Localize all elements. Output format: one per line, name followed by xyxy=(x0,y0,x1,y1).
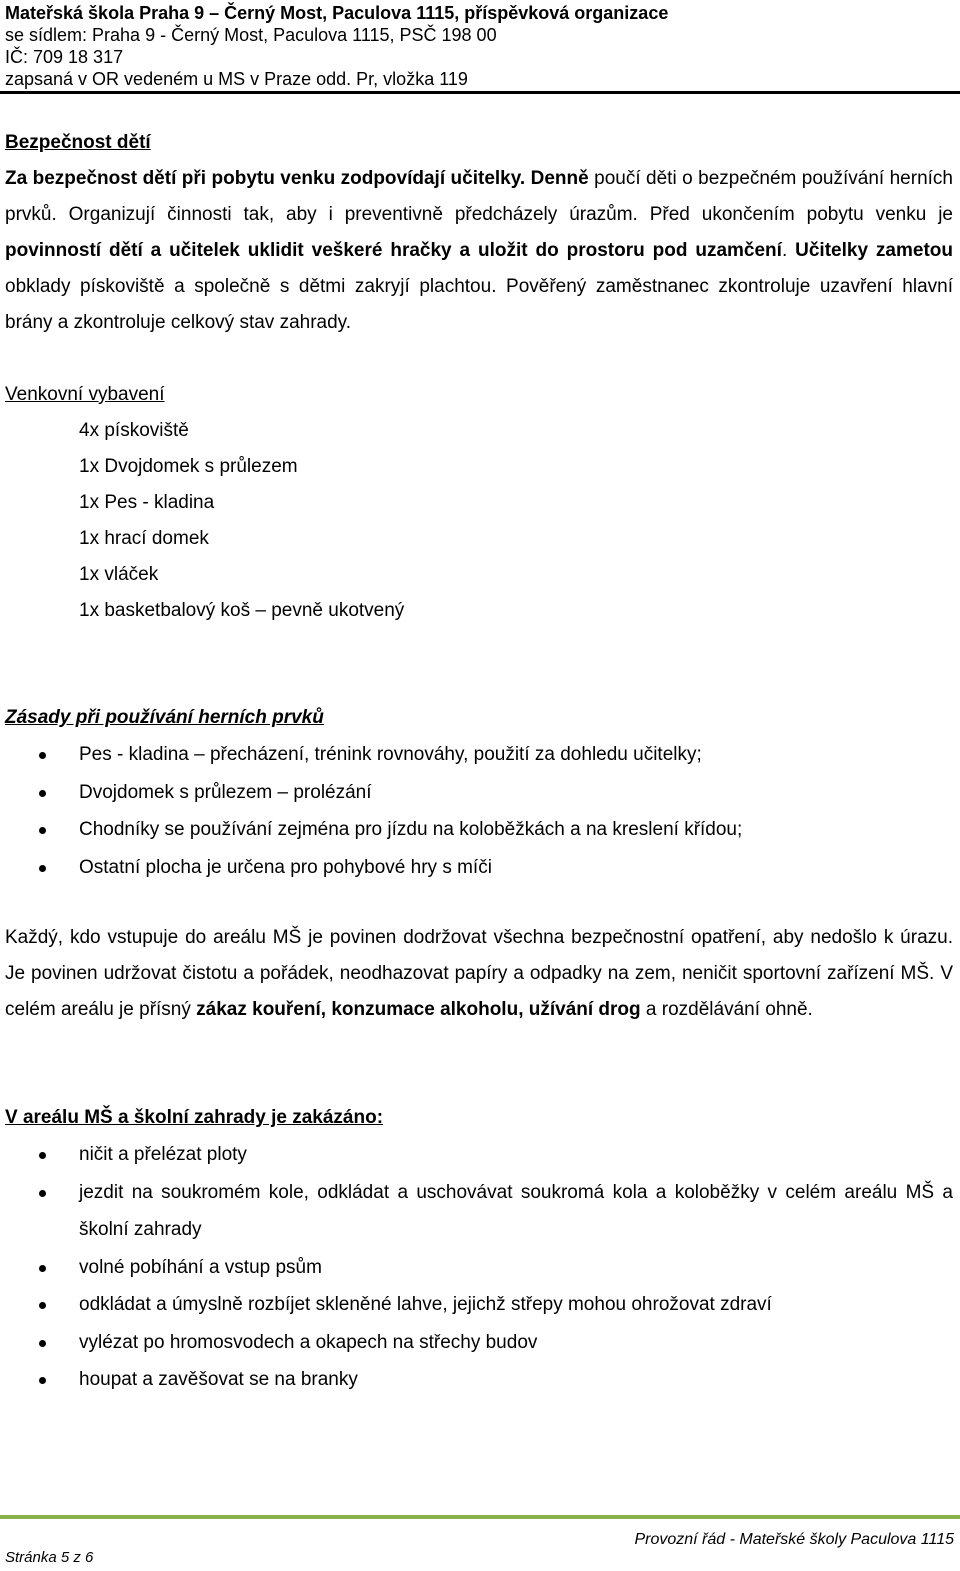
list-item-text: Dvojdomek s průlezem – prolézání xyxy=(79,781,372,803)
page-number: Stránka 5 z 6 xyxy=(5,1549,94,1566)
school-registration: zapsaná v OR vedeném u MS v Praze odd. Pr, vložka 119 xyxy=(5,69,468,89)
equipment-list xyxy=(5,413,953,629)
safety-paragraph xyxy=(5,161,953,341)
document-body xyxy=(5,125,953,1399)
safety-text-1: poučí děti o bezpečném používání herních prvků. Organizují činnosti tak, aby i preventivně předcházely úrazům. Před ukončením pobytu venku je xyxy=(5,168,953,225)
bullet-icon xyxy=(39,1340,46,1347)
footer-divider xyxy=(0,1515,960,1519)
safety-bold-3: Učitelky zametou xyxy=(795,240,953,261)
list-item xyxy=(5,849,953,887)
list-item xyxy=(5,1324,953,1362)
safety-text-3: obklady pískoviště a společně s dětmi zakryjí plachtou. Pověřený zaměstnanec zkontroluje uzavření hlavní brány a zkontroluje celkový stav zahrady. xyxy=(5,276,953,333)
section-heading-forbidden: V areálu MŠ a školní zahrady je zakázáno: xyxy=(5,1107,384,1128)
list-item xyxy=(5,1249,953,1287)
bullet-icon xyxy=(39,1265,46,1272)
section-heading-safety: Bezpečnost dětí xyxy=(5,132,151,153)
school-id: IČ: 709 18 317 xyxy=(5,47,124,67)
safety-bold-1: Za bezpečnost dětí při pobytu venku zodpovídají učitelky. Denně xyxy=(5,168,589,189)
list-item xyxy=(5,1136,953,1174)
list-item-text: volné pobíhání a vstup psům xyxy=(79,1256,322,1278)
list-item-text: ničit a přelézat ploty xyxy=(79,1144,247,1165)
list-item-text: Ostatní plocha je určena pro pohybové hry s míči xyxy=(79,856,492,878)
list-item-text: jezdit na soukromém kole, odkládat a uschovávat soukromá kola a koloběžky v celém areálu MŠ a školní zahrady xyxy=(79,1181,953,1240)
list-item xyxy=(5,811,953,849)
school-address: se sídlem: Praha 9 - Černý Most, Paculova 1115, PSČ 198 00 xyxy=(5,25,497,45)
list-item-text: vylézat po hromosvodech a okapech na střechy budov xyxy=(79,1331,538,1353)
list-item: 1x hrací domek xyxy=(79,528,209,549)
list-item: 4x pískoviště xyxy=(79,420,189,441)
list-item xyxy=(5,774,953,812)
section-heading-rules: Zásady při používání herních prvků xyxy=(5,707,324,728)
list-item: 1x Dvojdomek s průlezem xyxy=(79,456,298,477)
list-item xyxy=(5,736,953,774)
safety-text-2: . xyxy=(781,240,796,261)
bullet-icon xyxy=(39,1377,46,1384)
bullet-icon xyxy=(39,1302,46,1309)
document-header xyxy=(5,2,955,90)
bullet-icon xyxy=(39,1152,46,1159)
bullet-icon xyxy=(39,752,46,759)
list-item-text: Pes - kladina – přecházení, trénink rovnováhy, použití za dohledu učitelky; xyxy=(79,744,702,765)
list-item: 1x Pes - kladina xyxy=(79,492,215,513)
everyone-bold-1: zákaz kouření, konzumace alkoholu, užívání drog xyxy=(196,999,641,1020)
bullet-icon xyxy=(39,827,46,834)
list-item xyxy=(5,1286,953,1324)
list-item: 1x basketbalový koš – pevně ukotvený xyxy=(79,600,405,621)
everyone-text-1: Každý, kdo vstupuje do areálu MŠ je povinen dodržovat všechna bezpečnostní opatření, aby nedošlo k úrazu. Je povinen udržovat čistotu a pořádek, neodhazovat papíry a odpadky na zem, neničit sportovní zařízení MŠ. V celém areálu je přísný xyxy=(5,927,953,1020)
footer-title: Provozní řád - Mateřské školy Paculova 1115 xyxy=(634,1531,954,1548)
list-item xyxy=(5,1361,953,1399)
everyone-paragraph xyxy=(5,920,953,1028)
bullet-icon xyxy=(39,790,46,797)
bullet-icon xyxy=(39,865,46,872)
bullet-icon xyxy=(39,1190,46,1197)
school-name: Mateřská škola Praha 9 – Černý Most, Paculova 1115, příspěvková organizace xyxy=(5,3,669,23)
rules-list xyxy=(5,736,953,886)
header-divider xyxy=(0,91,960,94)
list-item-text: Chodníky se používání zejména pro jízdu na koloběžkách a na kreslení křídou; xyxy=(79,819,743,840)
forbidden-list xyxy=(5,1136,953,1399)
safety-bold-2: povinností dětí a učitelek uklidit veškeré hračky a uložit do prostoru pod uzamčení xyxy=(5,240,782,261)
section-heading-equipment: Venkovní vybavení xyxy=(5,384,165,405)
list-item-text: houpat a zavěšovat se na branky xyxy=(79,1369,358,1390)
list-item-text: odkládat a úmyslně rozbíjet skleněné lahve, jejichž střepy mohou ohrožovat zdraví xyxy=(79,1294,772,1315)
list-item: 1x vláček xyxy=(79,564,159,585)
everyone-text-2: a rozdělávání ohně. xyxy=(640,999,813,1020)
list-item xyxy=(5,1174,953,1249)
